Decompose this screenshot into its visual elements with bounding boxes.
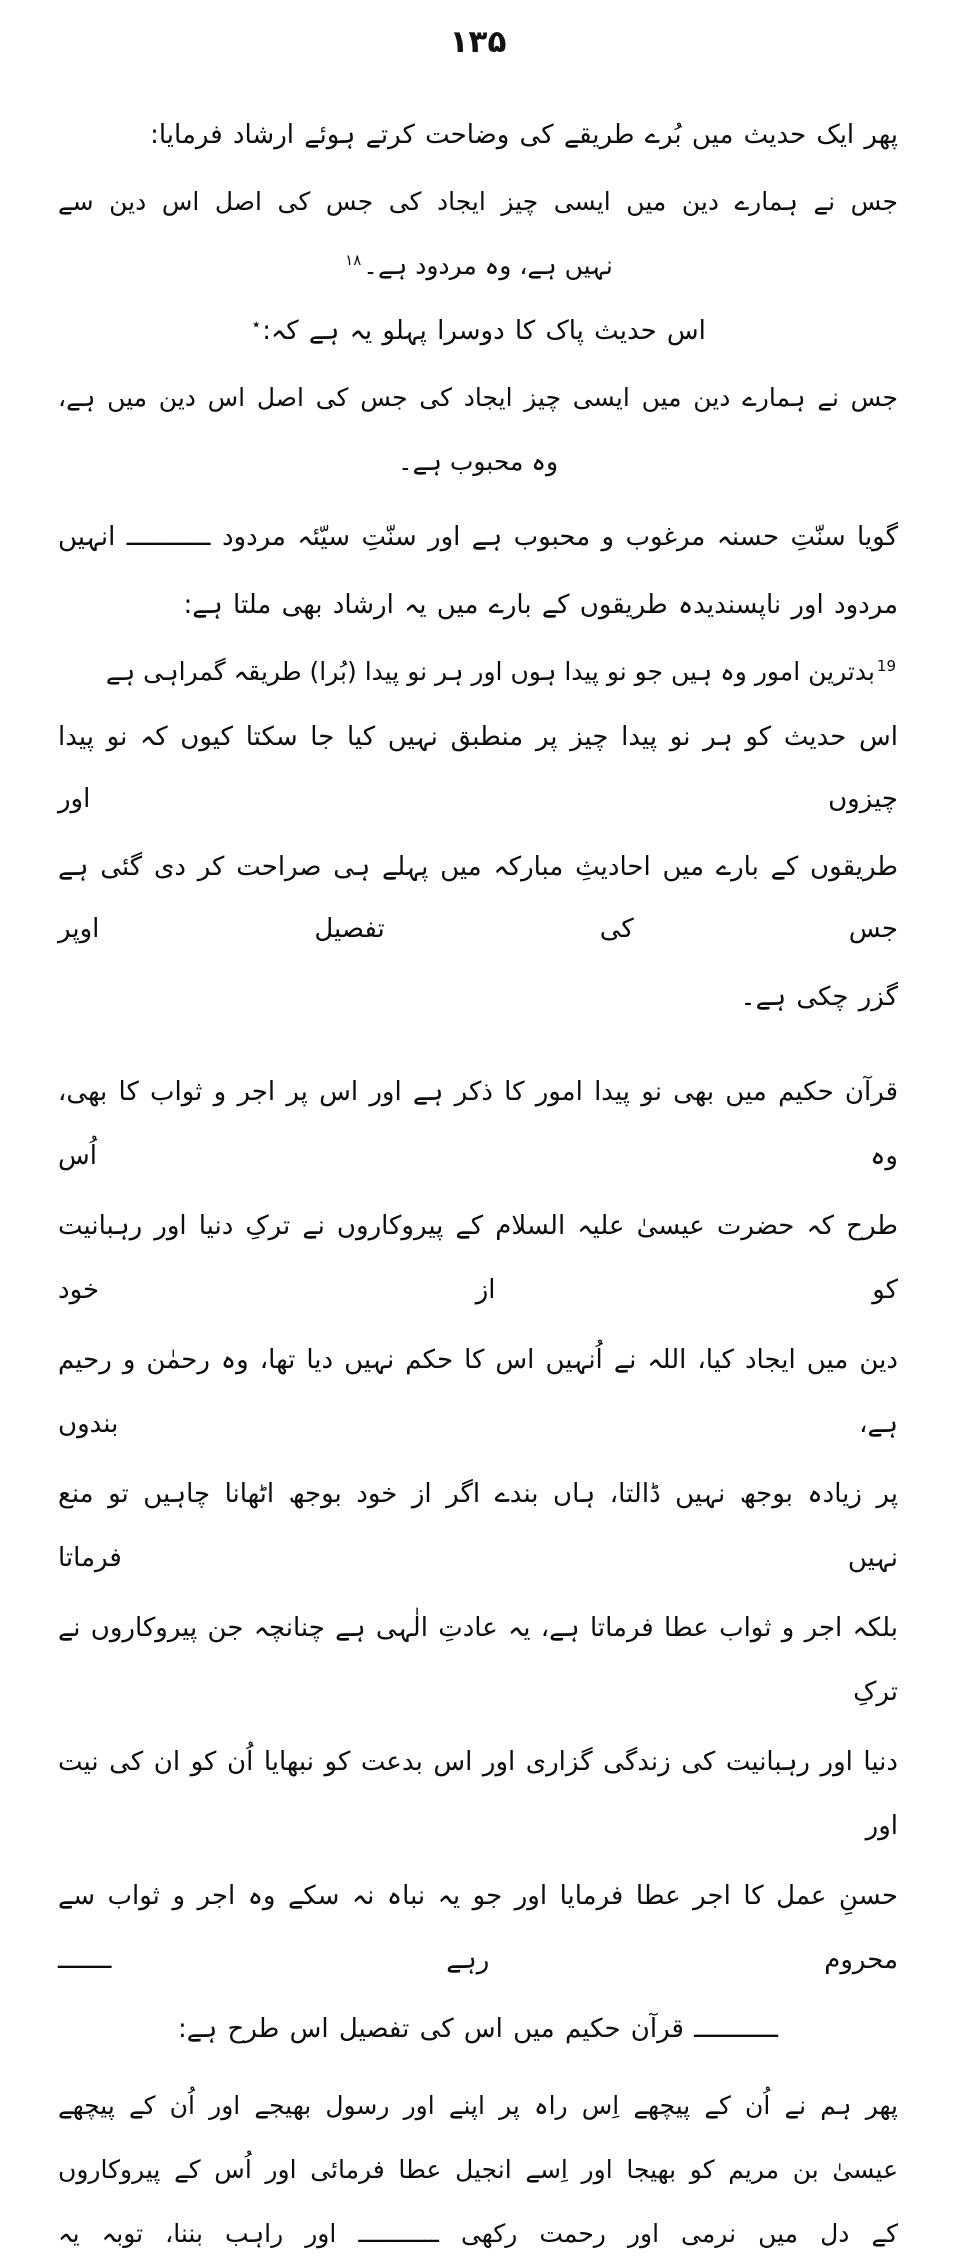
hadith-2-line-2: وہ محبوب ہے۔ xyxy=(397,447,559,476)
paragraph-4-line-3: گزر چکی ہے۔ xyxy=(740,982,898,1012)
hadith-intro-2 xyxy=(58,300,898,362)
quote-final-line-3: کے دل میں نرمی اور رحمت رکھی ـــــــــــ اور راہب بننا، توبہ یہ xyxy=(58,2219,898,2248)
quote-final-line-2: عیسیٰ بن مریم کو بھیجا اور اِسے انجیل عطا فرمائی اور اُس کے پیروکاروں xyxy=(58,2155,898,2184)
hadith-3 xyxy=(58,642,898,702)
paragraph-6: ـــــــــــ قرآن حکیم میں اس کی تفصیل اس طرح ہے: xyxy=(178,2014,778,2044)
paragraph-4-line-2: طریقوں کے بارے میں احادیثِ مبارکہ میں پہلے ہی صراحت کر دی گئی ہے جس کی تفصیل اوپر xyxy=(58,852,898,944)
paragraph-4-line-1: اس حدیث کو ہر نو پیدا چیز پر منطبق نہیں کیا جا سکتا کیوں کہ نو پیدا چیزوں اور xyxy=(58,722,898,814)
quote-final-line-1: پھر ہم نے اُن کے پیچھے اِس راہ پر اپنے اور رسول بھیجے اور اُن کے پیچھے xyxy=(58,2091,898,2120)
paragraph-5-line-5: بلکہ اجر و ثواب عطا فرماتا ہے، یہ عادتِ الٰہی ہے چنانچہ جن پیروکاروں نے ترکِ xyxy=(58,1613,898,1707)
paragraph-intro: پھر ایک حدیث میں بُرے طریقے کی وضاحت کرتے ہوئے ارشاد فرمایا: xyxy=(150,120,898,150)
paragraph-5-line-6: دنیا اور رہبانیت کی زندگی گزاری اور اس بدعت کو نبھایا اُن کو ان کی نیت اور xyxy=(58,1747,898,1841)
hadith-intro-2-text: اس حدیث پاک کا دوسرا پہلو یہ ہے کہ: xyxy=(262,316,706,346)
footnote-marker-18: ۱۸ xyxy=(345,250,362,269)
paragraph-5-line-1: قرآن حکیم میں بھی نو پیدا امور کا ذکر ہے اور اس پر اجر و ثواب کا بھی، وہ اُس xyxy=(58,1077,898,1171)
paragraph-5-line-4: پر زیادہ بوجھ نہیں ڈالتا، ہاں بندے اگر از خود بوجھ اٹھانا چاہیں تو منع نہیں فرماتا xyxy=(58,1479,898,1573)
page-body xyxy=(58,104,898,2264)
hadith-1-line-1: جس نے ہمارے دین میں ایسی چیز ایجاد کی جس کی اصل اس دین سے xyxy=(58,187,898,216)
paragraph-5-line-2: طرح کہ حضرت عیسیٰ علیہ السلام کے پیروکاروں نے ترکِ دنیا اور رہبانیت کو از خود xyxy=(58,1211,898,1305)
paragraph-3-line-2: مردود اور ناپسندیدہ طریقوں کے بارے میں یہ ارشاد بھی ملتا ہے: xyxy=(183,590,898,620)
footnote-marker-19: 19 xyxy=(876,656,896,675)
hadith-1-line-2 xyxy=(58,236,898,296)
spacer xyxy=(58,2066,898,2076)
spacer xyxy=(58,1034,898,1060)
spacer xyxy=(58,496,898,506)
paragraph-3-line-1: گویا سنّتِ حسنہ مرغوب و محبوب ہے اور سنّتِ سیّئہ مردود ـــــــــــ انہیں xyxy=(58,522,898,552)
page-number: ۱۳۵ xyxy=(449,24,507,60)
hadith-1-line-2-text: نہیں ہے، وہ مردود ہے۔ xyxy=(363,251,613,280)
paragraph-5-line-3: دین میں ایجاد کیا، اللہ نے اُنہیں اس کا حکم نہیں دیا تھا، وہ رحمٰن و رحیم ہے، بندوں xyxy=(58,1345,898,1439)
hadith-2-line-1: جس نے ہمارے دین میں ایسی چیز ایجاد کی جس کی اصل اس دین میں ہے، xyxy=(58,383,898,412)
footnote-marker-star: ٭ xyxy=(252,315,261,334)
hadith-3-text: بدترین امور وہ ہیں جو نو پیدا ہوں اور ہر نو پیدا (بُرا) طریقہ گمراہی ہے xyxy=(105,657,875,686)
paragraph-5-line-7: حسنِ عمل کا اجر عطا فرمایا اور جو یہ نباہ نہ سکے وہ اجر و ثواب سے محروم رہے ـــــــ xyxy=(58,1881,898,1975)
